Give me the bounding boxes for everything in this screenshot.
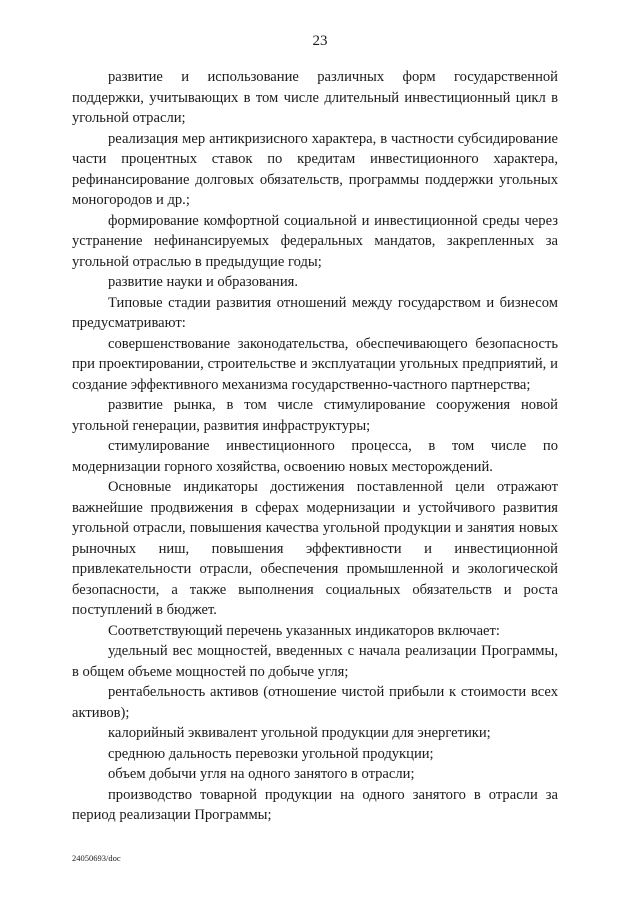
paragraph: Соответствующий перечень указанных индикаторов включает:: [108, 622, 500, 639]
paragraph: объем добычи угля на одного занятого в отрасли;: [108, 766, 415, 782]
paragraph: удельный вес мощностей, введенных с начала реализации Программы, в общем объеме мощностей по добыче угля;: [72, 643, 558, 680]
paragraph: развитие науки и образования.: [108, 274, 299, 290]
paragraph: стимулирование инвестиционного процесса, в том числе по модернизации горного хозяйства, освоению новых месторождений.: [72, 438, 558, 475]
paragraph: Типовые стадии развития отношений между государством и бизнесом предусматривают:: [72, 294, 558, 331]
paragraph: формирование комфортной социальной и инвестиционной среды через устранение нефинансируемых федеральных мандатов, закрепленных за угольной отраслью в предыдущие годы;: [72, 212, 558, 270]
paragraph: развитие и использование различных форм государственной поддержки, учитывающих в том числе длительный инвестиционный цикл в угольной отрасли;: [72, 69, 558, 126]
paragraph: совершенствование законодательства, обеспечивающего безопасность при проектировании, строительстве и эксплуатации угольных предприятий, и создание эффективного механизма государственно-частного партнерства;: [72, 335, 558, 393]
paragraph: рентабельность активов (отношение чистой прибыли к стоимости всех активов);: [72, 684, 558, 721]
paragraph: реализация мер антикризисного характера, в частности субсидирование части процентных ставок по кредитам инвестиционного характера, рефинансирование долговых обязательств, программы поддержки угольных моногородов и др.;: [72, 130, 558, 208]
body-text: [72, 67, 558, 826]
paragraph: развитие рынка, в том числе стимулирование сооружения новой угольной генерации, развития инфраструктуры;: [72, 397, 558, 434]
document-footer: 24050693/doc: [72, 853, 121, 863]
paragraph: калорийный эквивалент угольной продукции для энергетики;: [108, 725, 491, 741]
paragraph: производство товарной продукции на одного занятого в отрасли за период реализации Программы;: [72, 786, 558, 823]
paragraph: Основные индикаторы достижения поставленной цели отражают важнейшие продвижения в сферах модернизации и устойчивого развития угольной отрасли, повышения качества угольной продукции и занятия новых рыночных ниш, повышения эффективности и инвестиционной привлекательности отрасли, обеспечения промышленной и экологической безопасности, а также выполнения социальных обязательств и роста поступлений в бюджет.: [72, 479, 558, 618]
paragraph: среднюю дальность перевозки угольной продукции;: [108, 745, 434, 762]
page-number: 23: [312, 33, 328, 49]
